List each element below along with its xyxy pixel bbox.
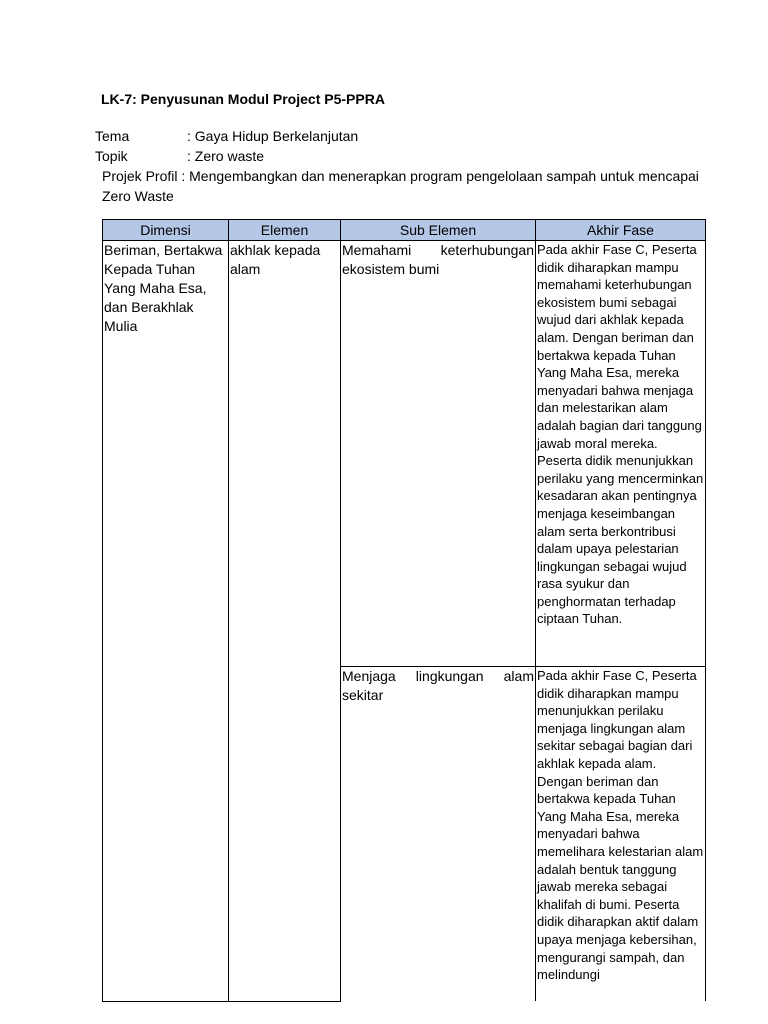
meta-topik bbox=[95, 146, 264, 166]
tema-label: Tema bbox=[95, 128, 130, 144]
tema-value: : Gaya Hidup Berkelanjutan bbox=[187, 128, 359, 144]
cell-sub-elemen: Menjaga lingkungan alam sekitar bbox=[341, 667, 536, 1002]
header-akhir-fase: Akhir Fase bbox=[536, 220, 706, 241]
table-row bbox=[103, 241, 706, 667]
topik-label: Topik bbox=[95, 148, 128, 164]
table-header-row bbox=[103, 220, 706, 241]
projek-profil-value: : Mengembangkan dan menerapkan program pengelolaan sampah untuk mencapai Zero Waste bbox=[102, 168, 699, 204]
cell-dimensi: Beriman, Bertakwa Kepada Tuhan Yang Maha Esa, dan Berakhlak Mulia bbox=[103, 241, 229, 1002]
cell-elemen: akhlak kepada alam bbox=[229, 241, 341, 1002]
projek-profil-label: Projek Profil bbox=[102, 168, 178, 184]
meta-projek-profil bbox=[102, 166, 702, 206]
meta-tema bbox=[95, 126, 358, 146]
topik-value: : Zero waste bbox=[187, 148, 265, 164]
cell-akhir-fase: Pada akhir Fase C, Peserta didik diharapkan mampu menunjukkan perilaku menjaga lingkungan alam sekitar sebagai bagian dari akhlak kepada alam. Dengan beriman dan bertakwa kepada Tuhan Yang Maha Esa, mereka menyadari bahwa memelihara kelestarian alam adalah bentuk tanggung jawab mereka sebagai khalifah di bumi. Peserta didik diharapkan aktif dalam upaya menjaga kebersihan, mengurangi sampah, dan melindungi bbox=[536, 667, 706, 1002]
header-dimensi: Dimensi bbox=[103, 220, 229, 241]
document-title: LK-7: Penyusunan Modul Project P5-PPRA bbox=[101, 91, 385, 107]
cell-akhir-fase: Pada akhir Fase C, Peserta didik diharapkan mampu memahami keterhubungan ekosistem bumi sebagai wujud dari akhlak kepada alam. Dengan beriman dan bertakwa kepada Tuhan Yang Maha Esa, mereka menyadari bahwa menjaga dan melestarikan alam adalah bagian dari tanggung jawab moral mereka. Peserta didik menunjukkan perilaku yang mencerminkan kesadaran akan pentingnya menjaga keseimbangan alam serta berkontribusi dalam upaya pelestarian lingkungan sebagai wujud rasa syukur dan penghormatan terhadap ciptaan Tuhan. bbox=[536, 241, 706, 667]
header-sub-elemen: Sub Elemen bbox=[341, 220, 536, 241]
header-elemen: Elemen bbox=[229, 220, 341, 241]
rubric-table bbox=[102, 219, 706, 1002]
cell-sub-elemen: Memahami keterhubungan ekosistem bumi bbox=[341, 241, 536, 667]
